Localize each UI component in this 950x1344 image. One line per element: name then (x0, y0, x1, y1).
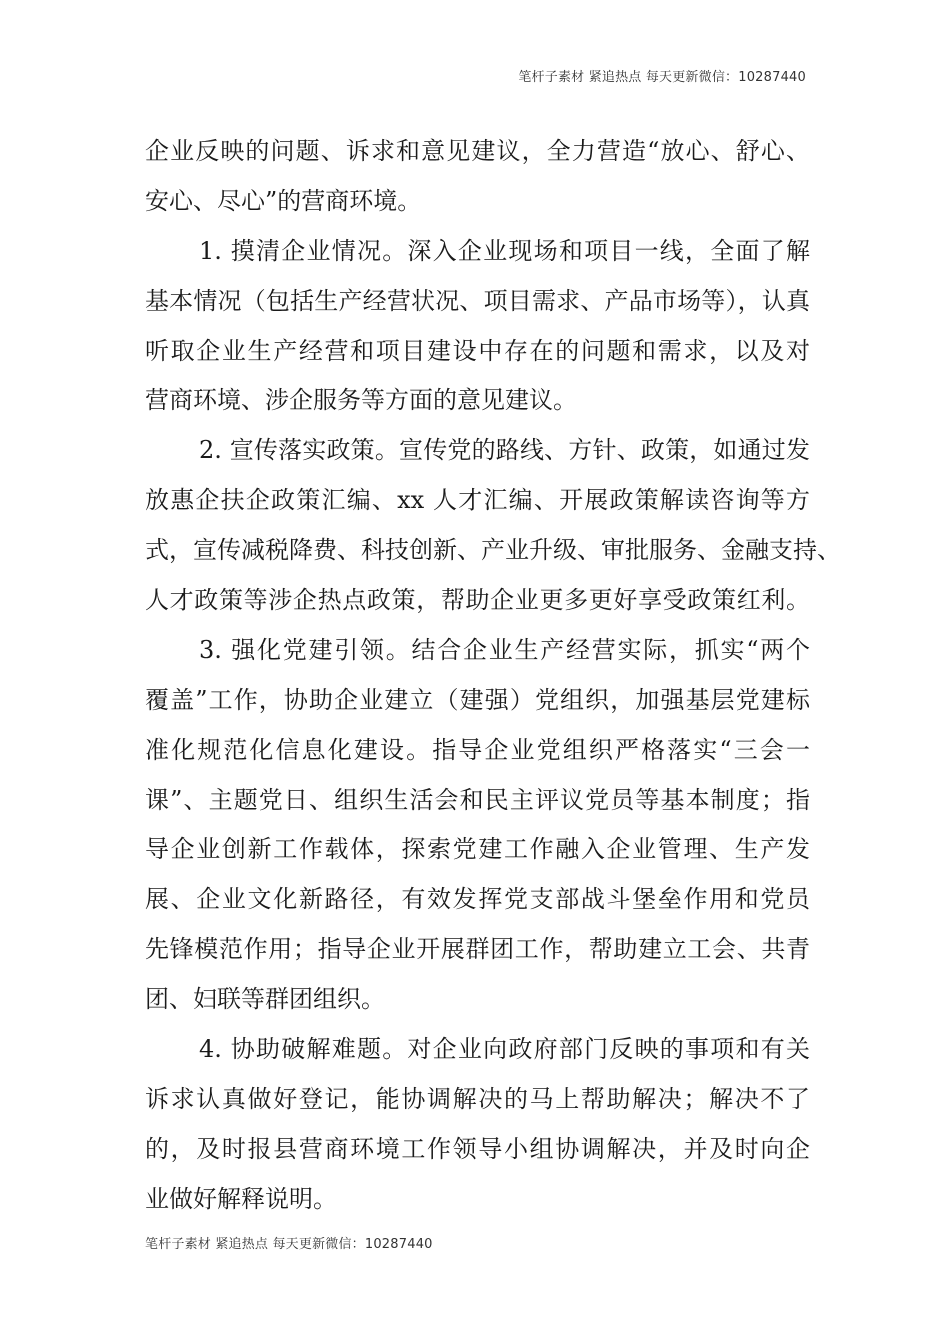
document-body (145, 127, 841, 1225)
section-heading-line: 3. 强化党建引领。结合企业生产经营实际，抓实“两个 (199, 635, 810, 664)
text-line: 覆盖”工作，协助企业建立（建强）党组织，加强基层党建标 (145, 685, 810, 714)
section-heading-line: 1. 摸清企业情况。深入企业现场和项目一线，全面了解 (199, 236, 810, 265)
text-line: 的，及时报县营商环境工作领导小组协调解决，并及时向企 (145, 1134, 810, 1163)
section-heading-line: 2. 宣传落实政策。宣传党的路线、方针、政策，如通过发 (199, 436, 810, 465)
text-line: 人才政策等涉企热点政策，帮助企业更多更好享受政策红利。 (145, 586, 810, 615)
text-line: 安心、尽心”的营商环境。 (145, 186, 422, 215)
text-line: 课”、主题党日、组织生活会和民主评议党员等基本制度；指 (145, 785, 810, 814)
text-line: 诉求认真做好登记，能协调解决的马上帮助解决；解决不了 (145, 1084, 810, 1113)
text-line: 准化规范化信息化建设。指导企业党组织严格落实“三会一 (145, 735, 810, 764)
text-line: 先锋模范作用；指导企业开展群团工作，帮助建立工会、共青 (145, 935, 810, 964)
text-line: 营商环境、涉企服务等方面的意见建议。 (145, 386, 577, 415)
text-line: 展、企业文化新路径，有效发挥党支部战斗堡垒作用和党员 (145, 885, 810, 914)
text-line: 基本情况（包括生产经营状况、项目需求、产品市场等），认真 (145, 286, 810, 315)
text-line: 业做好解释说明。 (145, 1184, 337, 1213)
footer-watermark-note: 笔杆子素材 紧追热点 每天更新微信：10287440 (145, 1237, 433, 1252)
text-line: 企业反映的问题、诉求和意见建议，全力营造“放心、舒心、 (145, 137, 810, 165)
section-heading-line: 4. 协助破解难题。对企业向政府部门反映的事项和有关 (199, 1035, 810, 1064)
text-line: 式，宣传减税降费、科技创新、产业升级、审批服务、金融支持、 (145, 536, 841, 565)
text-line: 放惠企扶企政策汇编、xx 人才汇编、开展政策解读咨询等方 (145, 486, 810, 515)
text-line: 听取企业生产经营和项目建设中存在的问题和需求，以及对 (145, 336, 810, 365)
text-line: 团、妇联等群团组织。 (145, 985, 385, 1014)
text-line: 导企业创新工作载体，探索党建工作融入企业管理、生产发 (145, 835, 810, 864)
header-watermark-note: 笔杆子素材 紧追热点 每天更新微信：10287440 (518, 70, 806, 85)
